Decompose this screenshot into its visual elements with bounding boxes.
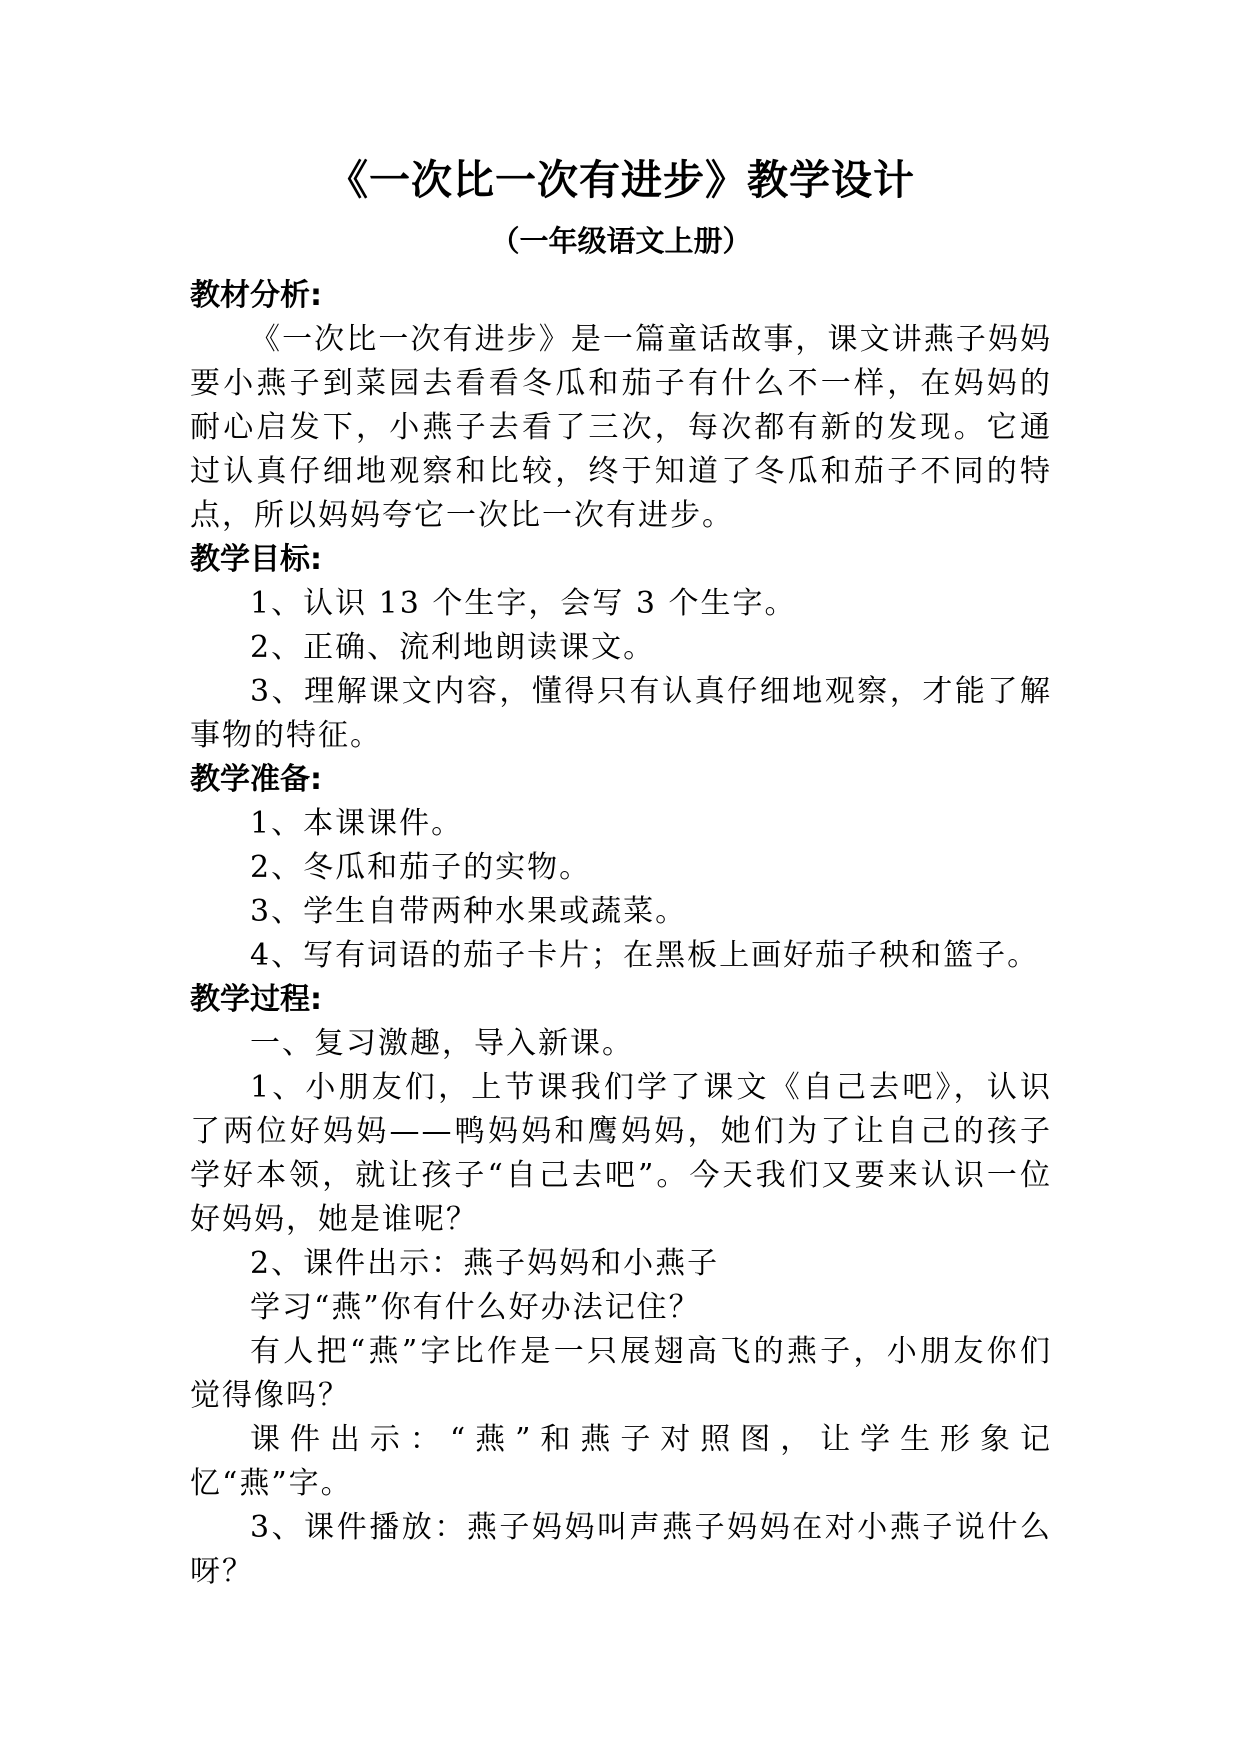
paragraph: 《一次比一次有进步》是一篇童话故事，课文讲燕子妈妈要小燕子到菜园去看看冬瓜和茄子有什么不一样，在妈妈的耐心启发下，小燕子去看了三次，每次都有新的发现。它通过认真仔细地观察和比较，终于知道了冬瓜和茄子不同的特点，所以妈妈夸它一次比一次有进步。 bbox=[190, 322, 1052, 533]
paragraph: 课件出示：“燕”和燕子对照图，让学生形象记忆“燕”字。 bbox=[190, 1422, 1052, 1501]
paragraph: 1、本课课件。 bbox=[250, 806, 464, 841]
document-page bbox=[190, 150, 1052, 1594]
paragraph: 2、正确、流利地朗读课文。 bbox=[250, 630, 656, 665]
section-heading: 教学目标: bbox=[190, 542, 322, 577]
paragraph: 2、课件出示：燕子妈妈和小燕子 bbox=[250, 1246, 720, 1281]
document-title: 《一次比一次有进步》教学设计 bbox=[327, 156, 915, 204]
paragraph: 1、小朋友们，上节课我们学了课文《自己去吧》，认识了两位好妈妈——鸭妈妈和鹰妈妈，她们为了让自己的孩子学好本领，就让孩子“自己去吧”。今天我们又要来认识一位好妈妈，她是谁呢？ bbox=[190, 1070, 1052, 1237]
section-heading: 教材分析: bbox=[190, 278, 322, 313]
paragraph: 3、课件播放：燕子妈妈叫声燕子妈妈在对小燕子说什么呀？ bbox=[190, 1510, 1052, 1589]
section-heading: 教学过程: bbox=[190, 982, 322, 1017]
paragraph: 1、认识 13 个生字，会写 3 个生字。 bbox=[250, 586, 797, 621]
paragraph: 2、冬瓜和茄子的实物。 bbox=[250, 850, 592, 885]
paragraph: 4、写有词语的茄子卡片；在黑板上画好茄子秧和篮子。 bbox=[250, 938, 1040, 973]
section-heading: 教学准备: bbox=[190, 762, 322, 797]
document-body bbox=[190, 274, 1052, 1594]
paragraph: 3、学生自带两种水果或蔬菜。 bbox=[250, 894, 688, 929]
paragraph: 学习“燕”你有什么好办法记住？ bbox=[250, 1290, 701, 1325]
section-teaching-preparation bbox=[190, 758, 1052, 978]
paragraph: 有人把“燕”字比作是一只展翅高飞的燕子，小朋友你们觉得像吗？ bbox=[190, 1334, 1052, 1413]
document-subtitle: （一年级语文上册） bbox=[490, 224, 752, 258]
section-teaching-process bbox=[190, 978, 1052, 1594]
paragraph: 一、复习激趣，导入新课。 bbox=[250, 1026, 634, 1061]
section-textbook-analysis bbox=[190, 274, 1052, 538]
paragraph: 3、理解课文内容，懂得只有认真仔细地观察，才能了解事物的特征。 bbox=[190, 674, 1052, 753]
section-teaching-goals bbox=[190, 538, 1052, 758]
